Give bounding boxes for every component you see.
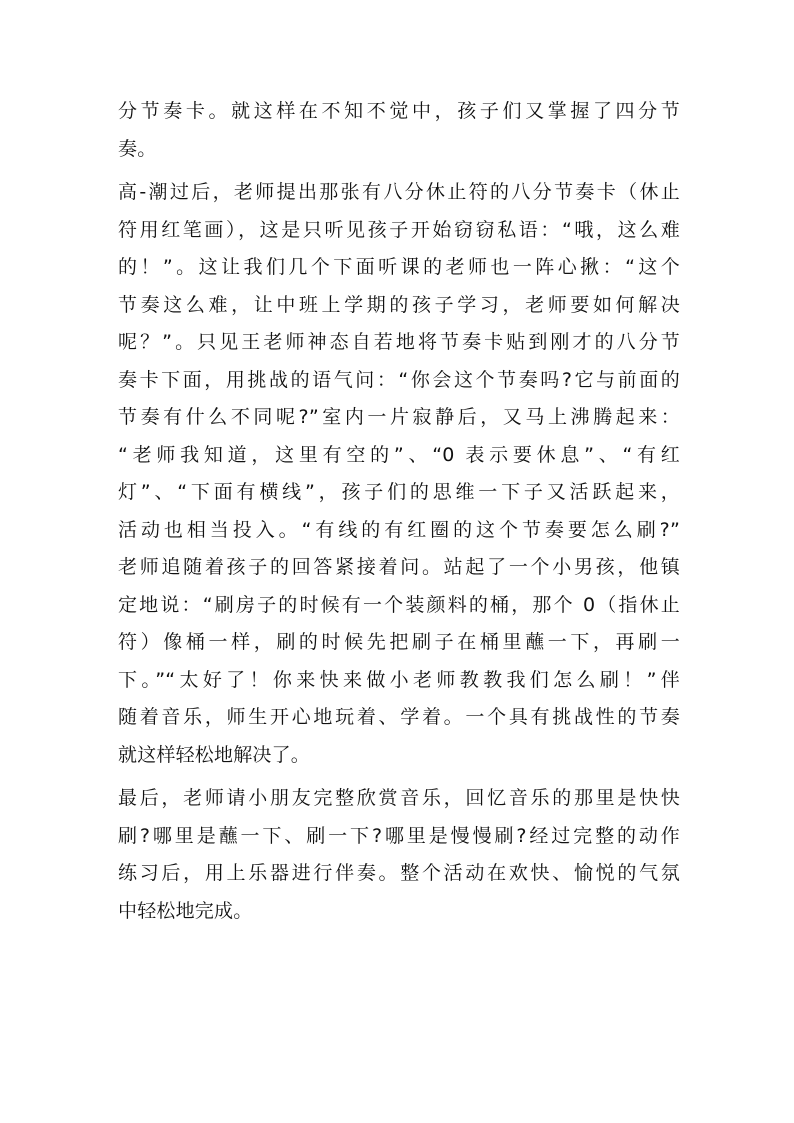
- document-body: [118, 93, 680, 930]
- paragraph-1: [118, 93, 680, 168]
- text-line: 活动也相当投入。“有线的有红圈的这个节奏要怎么刷?”: [118, 518, 680, 541]
- text-line: 奏卡下面，用挑战的语气问：“你会这个节奏吗?它与前面的: [118, 368, 680, 391]
- text-line: “老师我知道，这里有空的”、“0 表示要休息”、“有红: [118, 443, 680, 466]
- text-line: 练习后，用上乐器进行伴奏。整个活动在欢快、愉悦的气氛: [118, 862, 680, 884]
- text-line: 分节奏卡。就这样在不知不觉中，孩子们又掌握了四分节: [118, 100, 680, 122]
- text-line: 节奏这么难，让中班上学期的孩子学习，老师要如何解决: [118, 293, 680, 316]
- text-line: 奏。: [118, 137, 157, 160]
- text-line: 下。”“太好了！你来快来做小老师教教我们怎么刷！”伴: [118, 668, 680, 691]
- text-line: 高-潮过后，老师提出那张有八分休止符的八分节奏卡（休止: [118, 181, 680, 203]
- text-line: 随着音乐，师生开心地玩着、学着。一个具有挑战性的节奏: [118, 706, 680, 728]
- text-line: 灯”、“下面有横线”，孩子们的思维一下子又活跃起来，: [118, 481, 680, 503]
- text-line: 定地说：“刷房子的时候有一个装颜料的桶，那个 0（指休止: [118, 593, 680, 616]
- text-line: 最后，老师请小朋友完整欣赏音乐，回忆音乐的那里是快快: [118, 787, 680, 809]
- paragraph-3: [118, 780, 680, 930]
- paragraph-2: [118, 174, 680, 774]
- text-line: 中轻松地完成。: [118, 899, 253, 922]
- text-line: 符）像桶一样，刷的时候先把刷子在桶里蘸一下，再刷一: [118, 631, 680, 653]
- text-line: 符用红笔画），这是只听见孩子开始窃窃私语：“哦，这么难: [118, 218, 680, 241]
- text-line: 呢？”。只见王老师神态自若地将节奏卡贴到刚才的八分节: [118, 331, 680, 353]
- text-line: 节奏有什么不同呢?”室内一片寂静后，又马上沸腾起来：: [118, 406, 680, 428]
- text-line: 老师追随着孩子的回答紧接着问。站起了一个小男孩，他镇: [118, 556, 680, 578]
- text-line: 就这样轻松地解决了。: [118, 743, 311, 766]
- text-line: 的！”。这让我们几个下面听课的老师也一阵心揪：“这个: [118, 256, 680, 278]
- text-line: 刷?哪里是蘸一下、刷一下?哪里是慢慢刷?经过完整的动作: [118, 824, 680, 847]
